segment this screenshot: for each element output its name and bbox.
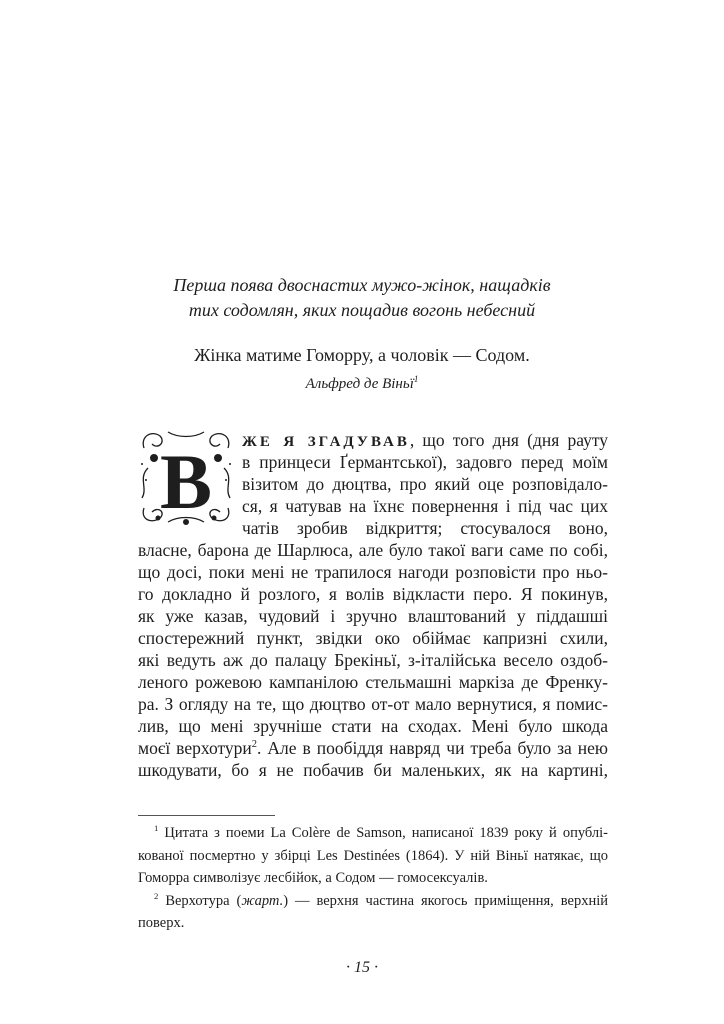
epigraph-quote: Жінка матиме Гоморру, а чоловік — Содом. xyxy=(194,345,530,365)
footnote-ref: 2 xyxy=(251,739,257,751)
body-line: які ведуть аж до палацу Брекіньї, з-італійська весело оздоб- xyxy=(138,650,608,670)
epigraph-title-line-1: Перша поява двоснастих мужо-жінок, нащадків xyxy=(173,275,551,295)
line-text: моєї верхотури xyxy=(138,738,252,758)
footnote-text: Верхотура ( xyxy=(165,892,242,909)
body-line: ся, я чатував на їхнє повернення і під час цих xyxy=(242,496,608,516)
body-line: леного рожевою кампанілою стельмашні маркіза де Френку- xyxy=(138,672,608,692)
drop-cap-letter: В xyxy=(159,438,213,525)
body-line: в принцеси Ґермантської), задовго перед моїм xyxy=(242,452,608,472)
body-line: го докладно й розлого, я волів відкласти перо. Я покинув, xyxy=(138,584,608,604)
footnote-1 xyxy=(138,822,608,845)
footnote-text: Цитата з поеми La Colère de Samson, написаної 1839 року й опублі- xyxy=(164,825,609,841)
attribution-name: Альфред де Віньї xyxy=(305,376,414,392)
body-line: спостережний пункт, звідки око обіймає капризні схили, xyxy=(138,628,608,648)
body-text xyxy=(138,429,608,781)
body-line: як уже казав, чудовий і зручно влаштований у піддашші xyxy=(138,606,608,626)
line-text: , що того дня (дня рауту xyxy=(409,430,608,450)
epigraph-attribution xyxy=(0,374,724,394)
body-line xyxy=(138,737,608,759)
footnote-text: ) — верхня частина якогось приміщення, верхній xyxy=(283,892,608,909)
body-line: чатів зробив відкриття; стосувалося воно, xyxy=(242,518,608,538)
line-text: . Але в пообіддя навряд чи треба було за нею xyxy=(257,738,608,758)
footnote-italic: жарт. xyxy=(241,892,284,909)
body-line: візитом до дюцтва, про який оце розповідало- xyxy=(242,474,608,494)
footnote-line: Гоморра символізує лесбійок, а Содом — гомосексуалів. xyxy=(138,870,488,886)
footnote-number: 2 xyxy=(154,890,159,901)
body-line xyxy=(242,429,608,451)
body-line: шкодувати, бо я не побачив би маленьких, як на картині, xyxy=(138,760,608,780)
footnote-ref: 1 xyxy=(413,374,419,384)
page-number: · 15 · xyxy=(346,959,378,976)
body-line: ра. З огляду на те, що дюцтво от-от мало вернутися, я помис- xyxy=(138,694,608,714)
footnote-separator xyxy=(138,815,275,816)
epigraph-title-line-2: тих содомлян, яких пощадив вогонь небесний xyxy=(188,300,536,320)
footnote-line: поверх. xyxy=(138,915,185,931)
footnote-number: 1 xyxy=(154,823,159,834)
body-line: власне, барона де Шарлюса, але було такої ваги саме по собі, xyxy=(138,540,608,560)
lead-smallcaps: ЖЕ Я ЗГАДУВАВ xyxy=(242,434,410,450)
footnotes xyxy=(138,822,608,935)
footnote-2 xyxy=(138,890,608,913)
body-line: лив, що мені зручніше стати на сходах. Мені було шкода xyxy=(138,716,608,736)
footnote-line: кованої посмертно у збірці Les Destinées (1864). У ній Віньї натякає, що xyxy=(138,847,608,864)
body-line: що досі, поки мені не трапилося нагоди розповісти про ньо- xyxy=(138,562,608,582)
